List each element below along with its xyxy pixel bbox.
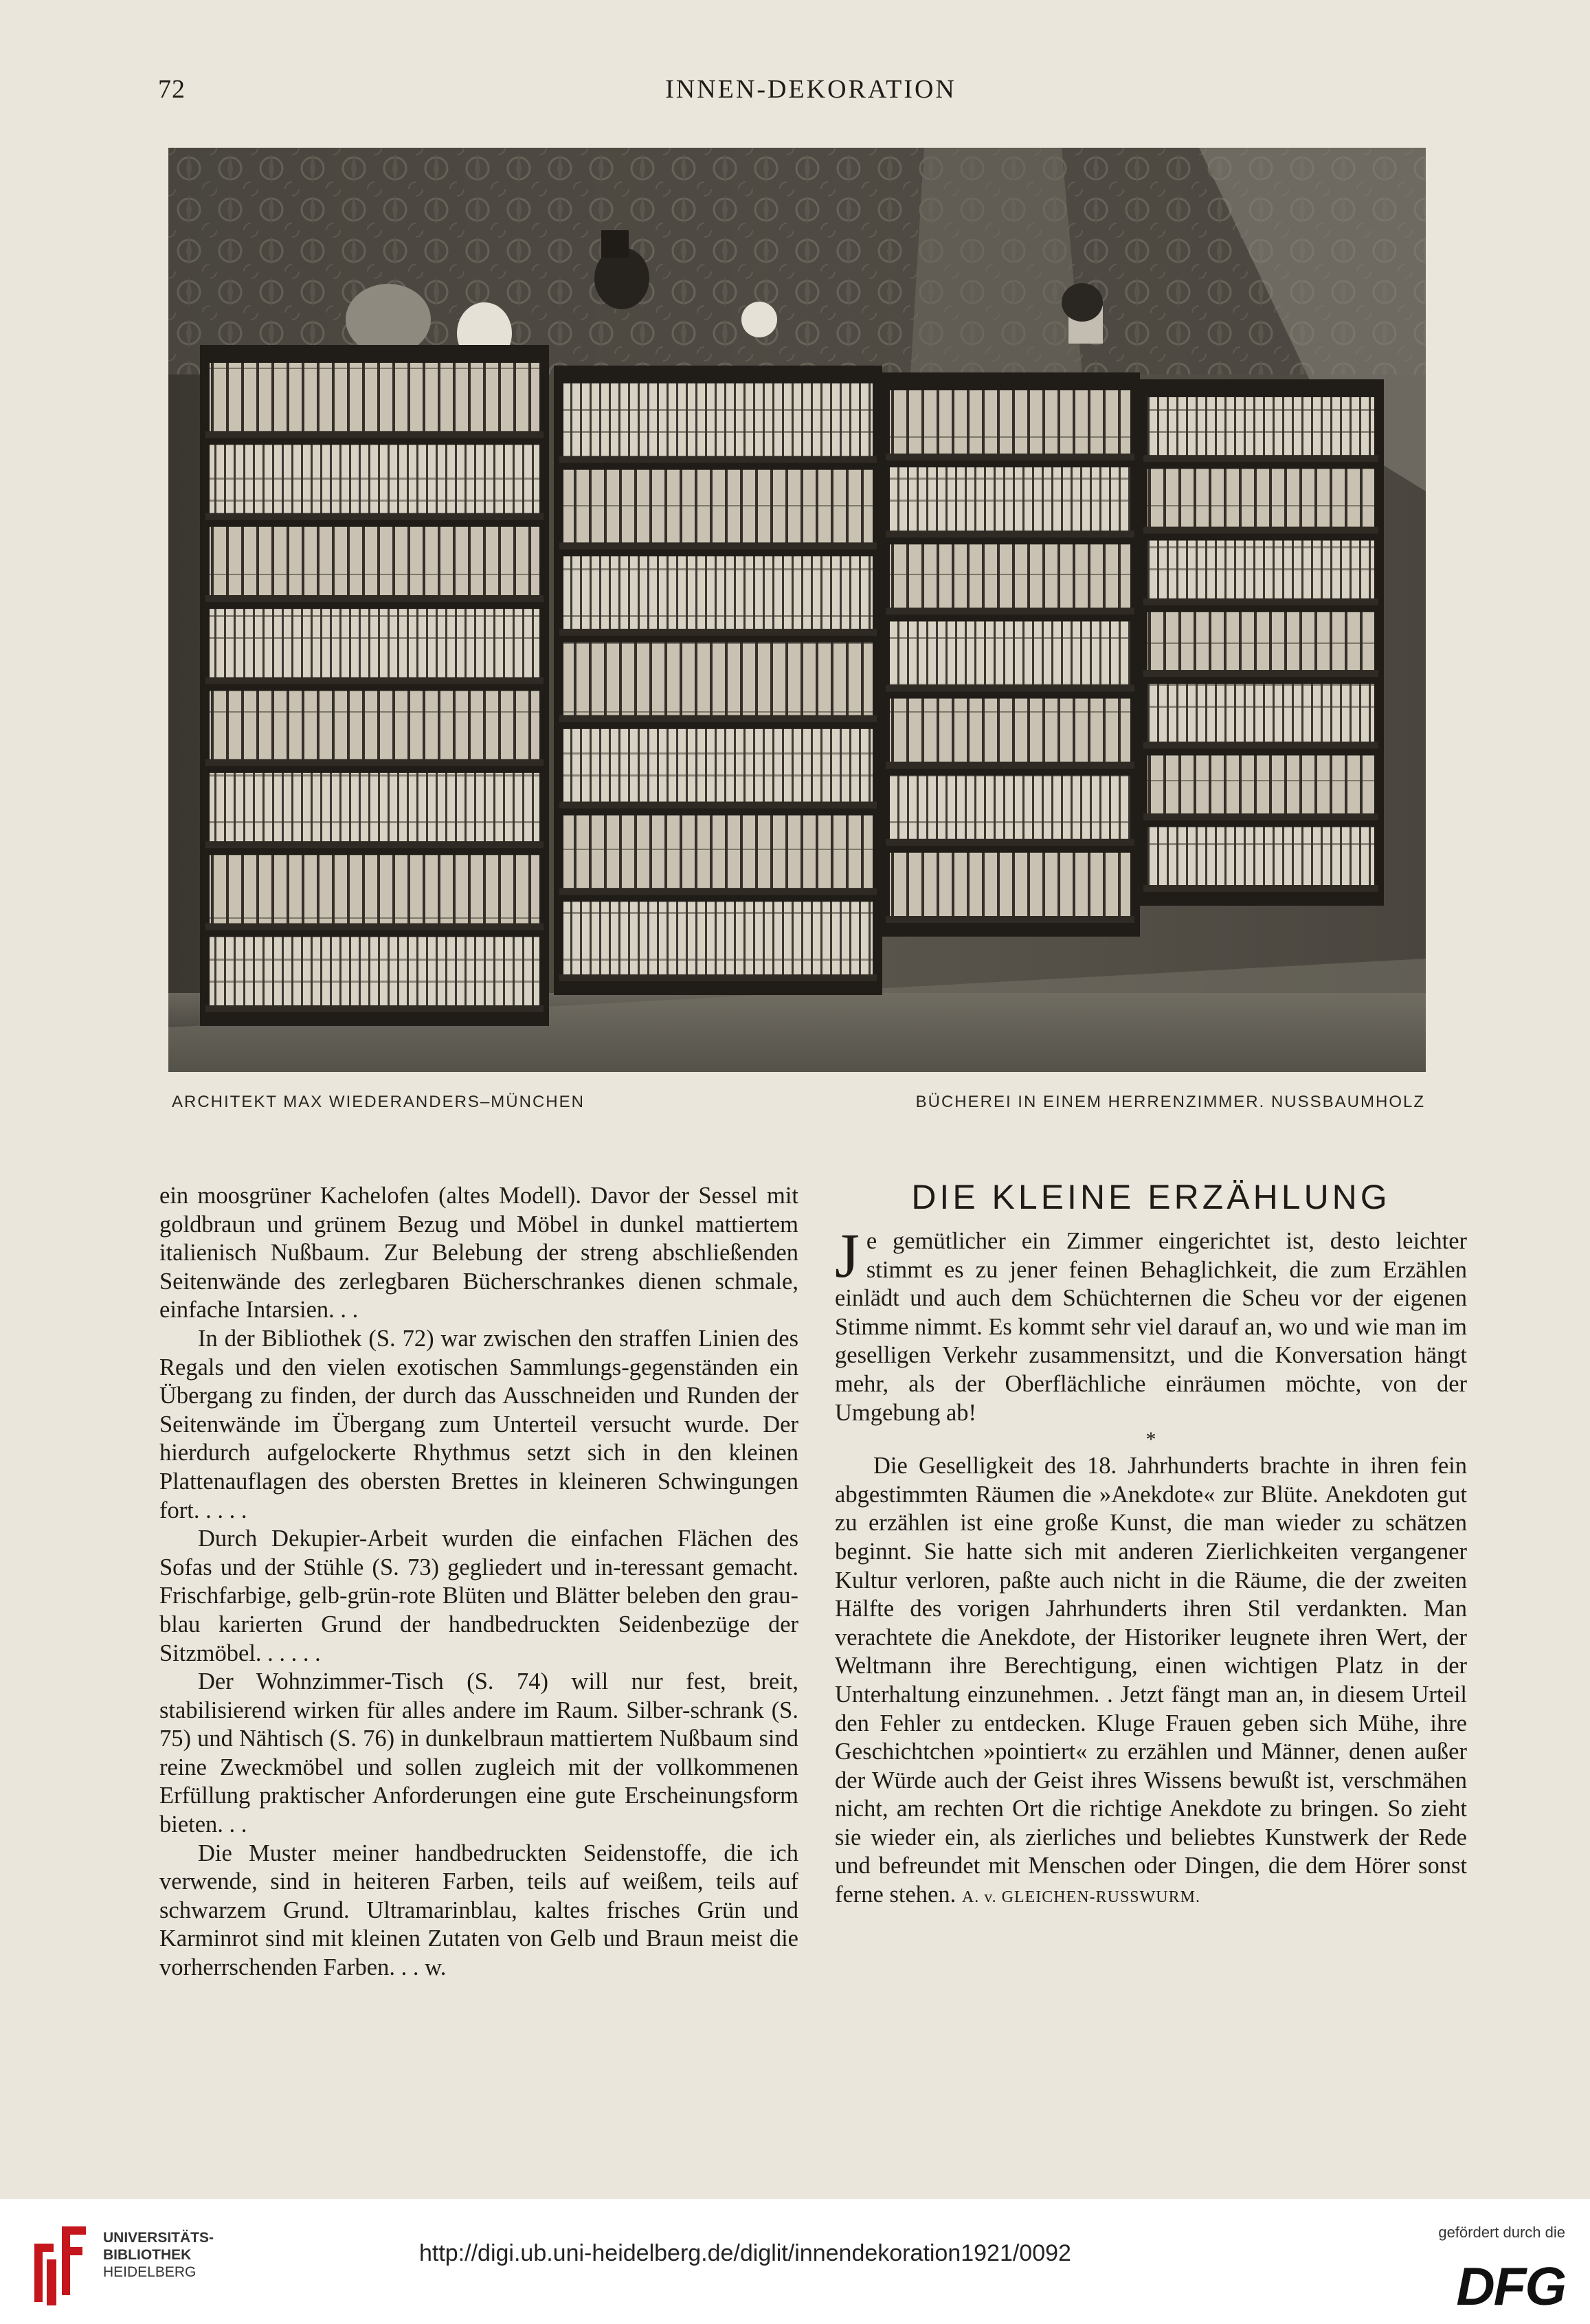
left-paragraph-3: Durch Dekupier-Arbeit wurden die einfachen Flächen des Sofas und der Stühle (S. 73) gegliedert und in-teressant gemacht. Frischfarbige, gelb-grün-rote Blüten und Blätter beleben den grau-blau karierten Grund der handbedruckten Seidenbezüge der Sitzmöbel. . . . . . <box>159 1526 798 1666</box>
article-paragraph-1 <box>835 1220 1467 1427</box>
shelf-board <box>886 762 1134 769</box>
left-paragraph-1: ein moosgrüner Kachelofen (altes Modell). Davor der Sessel mit goldbraun und grünem Bezug und Möbel in dunkel mattiertem italienisch Nußbaum. Zur Belebung der streng abschließenden Seitenwände des zerlegbaren Bücherschrankes dienen schmale, einfache Intarsien. . . <box>159 1183 798 1323</box>
running-title: INNEN-DEKORATION <box>665 75 956 104</box>
drop-cap: J <box>835 1220 860 1291</box>
shelf-board <box>205 924 544 930</box>
book-row <box>890 776 1130 839</box>
shelf-board <box>559 888 877 895</box>
book-row <box>890 621 1130 684</box>
library-name-line-1: UNIVERSITÄTS- <box>103 2230 214 2246</box>
shelf-board <box>205 841 544 848</box>
shelf-board <box>559 456 877 463</box>
book-row <box>890 853 1130 916</box>
shelf-board <box>205 1005 544 1012</box>
book-row <box>563 556 873 629</box>
shelf-board <box>205 513 544 520</box>
shelf-board <box>205 759 544 766</box>
shelf-board <box>1143 527 1378 534</box>
left-paragraph-4: Der Wohnzimmer-Tisch (S. 74) will nur fest, breit, stabilisierend wirken für alles andere im Raum. Silber-schrank (S. 75) und Nähtisch (S. 76) in dunkelbraun mattiertem Nußbaum sind reine Zweckmöbel und sollen zugleich mit der vollkommenen Erfüllung praktischer Anforderungen eine gute Erscheinungsform bieten. . . <box>159 1668 798 1838</box>
article-paragraph-2 <box>835 1452 1467 1912</box>
book-row <box>563 643 873 715</box>
shelf-board <box>559 802 877 809</box>
caption-architect: ARCHITEKT MAX WIEDERANDERS–MÜNCHEN <box>172 1093 585 1111</box>
book-row <box>890 467 1130 530</box>
book-row <box>210 609 539 677</box>
shelf-board <box>1143 814 1378 820</box>
left-column <box>159 1182 798 1982</box>
book-row <box>210 937 539 1005</box>
shelf-board <box>1143 741 1378 748</box>
shelf-board <box>886 839 1134 846</box>
shelf-board <box>1143 455 1378 462</box>
article-title: DIE KLEINE ERZÄHLUNG <box>911 1178 1391 1216</box>
book-row <box>210 363 539 431</box>
book-row <box>563 383 873 456</box>
book-row <box>1147 684 1374 741</box>
section-separator: * <box>1145 1428 1156 1451</box>
left-paragraph-5: Die Muster meiner handbedruckten Seidenstoffe, die ich verwende, sind in heiteren Farben, teils auf weißem, teils auf schwarzem Grund. Ultramarinblau, kaltes frisches Grün und Karminrot sind mit kleinen Zutaten von Gelb und Braun meist die vorherrschenden Farben. . . w. <box>159 1840 798 1981</box>
shelf-board <box>205 595 544 602</box>
university-library-logo-icon <box>21 2220 96 2309</box>
shelf-board <box>559 974 877 981</box>
funding-note: gefördert durch die <box>1438 2224 1565 2241</box>
article-paragraph-1-text: e gemütlicher ein Zimmer eingerichtet ist, desto leichter stimmt es zu jener feinen Behaglichkeit, die zum Erzählen einlädt und auch dem Schüchternen die Scheu vor der eigenen Stimme nimmt. Es kommt sehr viel darauf an, wo und wie man im geselligen Verkehr zusammensitzt, und die Konversation hängt mehr, als der Oberflächliche einräumen möchte, von der Umgebung ab! <box>835 1228 1467 1426</box>
book-row <box>563 470 873 543</box>
shelf-board <box>886 607 1134 614</box>
book-row <box>890 544 1130 607</box>
book-row <box>1147 755 1374 813</box>
bookcase-photo <box>168 148 1426 1072</box>
left-paragraph-2: In der Bibliothek (S. 72) war zwischen den straffen Linien des Regals und den vielen exotischen Sammlungs-gegenständen ein Übergang zu finden, der durch das Ausschneiden und Runden der Seitenwände im Übergang zum Unterteil versucht wurde. Der hierdurch aufgelockerte Rhythmus setzt sich in den kleinen Plattenauflagen des obersten Brettes in kleineren Schwingungen fort. . . . . <box>159 1325 798 1523</box>
shelf-board <box>559 629 877 636</box>
book-row <box>1147 612 1374 670</box>
right-column <box>835 1178 1467 1912</box>
shelf-board <box>1143 885 1378 892</box>
book-row <box>1147 827 1374 885</box>
shelf-board <box>886 916 1134 923</box>
shelf-board <box>886 685 1134 692</box>
page-number: 72 <box>158 75 186 104</box>
book-row <box>210 691 539 759</box>
book-row <box>563 902 873 974</box>
book-row <box>210 527 539 595</box>
shelf-board <box>205 431 544 438</box>
shelf-board <box>886 530 1134 537</box>
book-row <box>210 773 539 841</box>
book-row <box>563 816 873 889</box>
shelf-board <box>559 715 877 722</box>
footer-bar <box>0 2199 1590 2324</box>
shelf-board <box>886 454 1134 460</box>
library-name <box>103 2229 214 2281</box>
shelf-board <box>1143 670 1378 677</box>
permalink-url[interactable]: http://digi.ub.uni-heidelberg.de/diglit/innendekoration1921/0092 <box>419 2240 1071 2266</box>
article-paragraph-2-text: Die Geselligkeit des 18. Jahrhunderts brachte in ihren fein abgestimmten Räumen die »Anekdote« zur Blüte. Anekdoten gut zu erzählen ist eine große Kunst, die man wieder zu schätzen beginnt. Sie hatte sich mit anderen Zierlichkeiten vergangener Kultur verloren, paßte auch nicht in die Räume, die der zweiten Hälfte des vorigen Jahrhunderts ihren Stil verdankten. Man verachtete die Anekdote, der Historiker leugnete ihren Wert, der Weltmann ihre Berechtigung, einen wichtigen Platz in der Unterhaltung einzunehmen. . Jetzt fängt man an, in diesem Urteil den Fehler zu entdecken. Kluge Frauen geben sich Mühe, ihre Geschichtchen »pointiert« zu erzählen und Männer, denen außer der Würde auch der Geist ihres Wissens bewußt ist, verschmähen nicht, am rechten Ort die richtige Anekdote zu bringen. So zieht sie wieder ein, als zierliches und beliebtes Kunstwerk der Rede und befreundet mit Menschen oder Dingen, die dem Hörer sonst ferne stehen. <box>835 1453 1467 1908</box>
shelf-board <box>205 678 544 684</box>
dfg-logo-icon: DFG <box>1456 2256 1565 2316</box>
book-row <box>210 445 539 513</box>
library-name-line-2: BIBLIOTHEK <box>103 2247 192 2263</box>
bookcase-photo-drawing <box>168 148 1426 1072</box>
library-name-line-3: HEIDELBERG <box>103 2264 197 2280</box>
book-row <box>563 729 873 802</box>
book-row <box>1147 469 1374 526</box>
book-row <box>1147 397 1374 455</box>
caption-photo-title: BÜCHEREI IN EINEM HERRENZIMMER. NUSSBAUMHOLZ <box>915 1093 1425 1111</box>
shelf-board <box>1143 599 1378 605</box>
book-row <box>890 390 1130 454</box>
book-row <box>210 855 539 923</box>
book-row <box>890 699 1130 762</box>
page-header <box>158 74 1464 115</box>
shelf-board <box>559 542 877 549</box>
book-row <box>1147 541 1374 599</box>
author-signature: A. v. GLEICHEN-RUSSWURM. <box>961 1888 1200 1907</box>
